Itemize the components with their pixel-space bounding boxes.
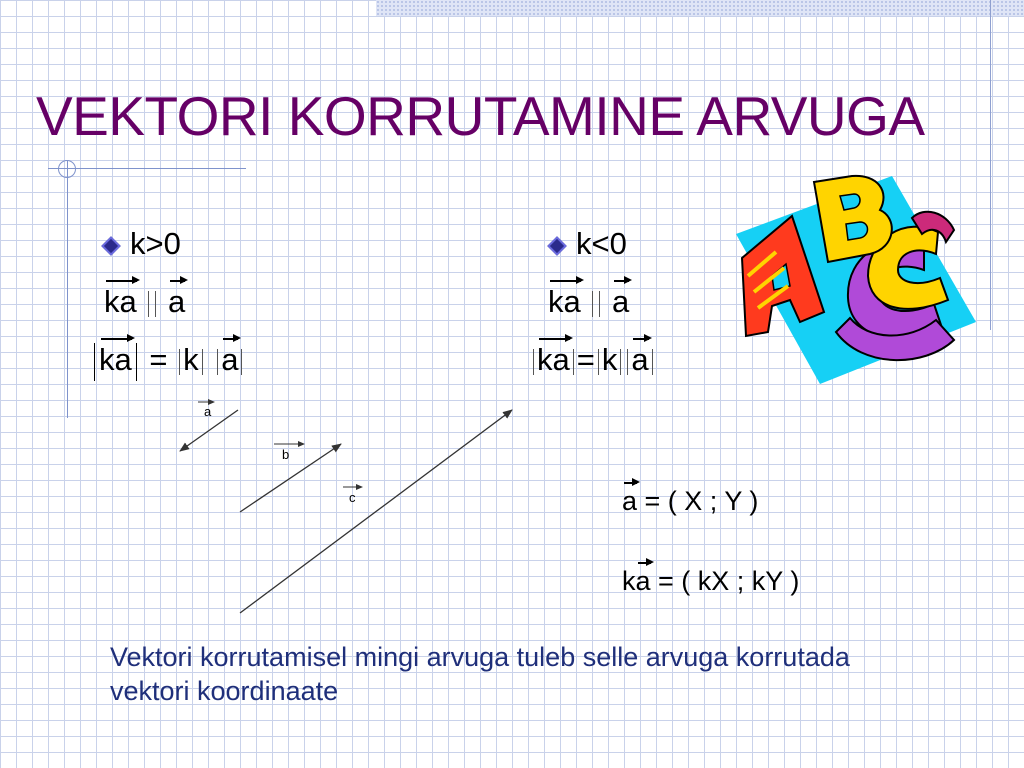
k-symbol: k (622, 566, 636, 596)
a-symbol: a (119, 284, 137, 319)
coords-a-value: = ( X ; Y ) (637, 486, 759, 516)
k-symbol: k (99, 342, 115, 377)
a-symbol: a (168, 284, 186, 319)
a-symbol: a (552, 342, 570, 377)
equals-sign: = (576, 342, 595, 377)
a-symbol: a (622, 486, 638, 516)
abc-clipart-icon (728, 172, 984, 392)
k-symbol: k (183, 342, 199, 377)
a-symbol: a (612, 284, 630, 319)
k-symbol: k (537, 342, 553, 377)
a-symbol: a (631, 342, 649, 377)
bullet-text: k<0 (576, 226, 627, 261)
vector-b-arrow (240, 444, 341, 512)
vector-a (622, 486, 637, 517)
vector-c-arrow (240, 410, 512, 613)
slide-title: VEKTORI KORRUTAMINE ARVUGA (36, 85, 925, 147)
vector-a-label: a (204, 404, 212, 419)
a-symbol: a (221, 342, 239, 377)
clipart-letter-b (814, 176, 892, 262)
a-symbol: a (114, 342, 132, 377)
bullet-text: k>0 (130, 226, 181, 261)
slide-caption: Vektori korrutamisel mingi arvuga tuleb selle arvuga korrutada vektori koordinaate (110, 642, 850, 706)
equals-sign: = (149, 342, 168, 377)
coords-a (622, 486, 758, 517)
vector-c-label: c (349, 490, 356, 505)
vector-b-label: b (282, 447, 290, 462)
k-symbol: k (601, 342, 618, 377)
a-symbol: a (635, 566, 651, 596)
coords-ka (622, 566, 799, 597)
vector-a (636, 566, 651, 597)
k-symbol: k (104, 284, 120, 319)
k-symbol: k (548, 284, 564, 319)
coords-ka-value: = ( kX ; kY ) (650, 566, 800, 596)
a-symbol: a (563, 284, 581, 319)
